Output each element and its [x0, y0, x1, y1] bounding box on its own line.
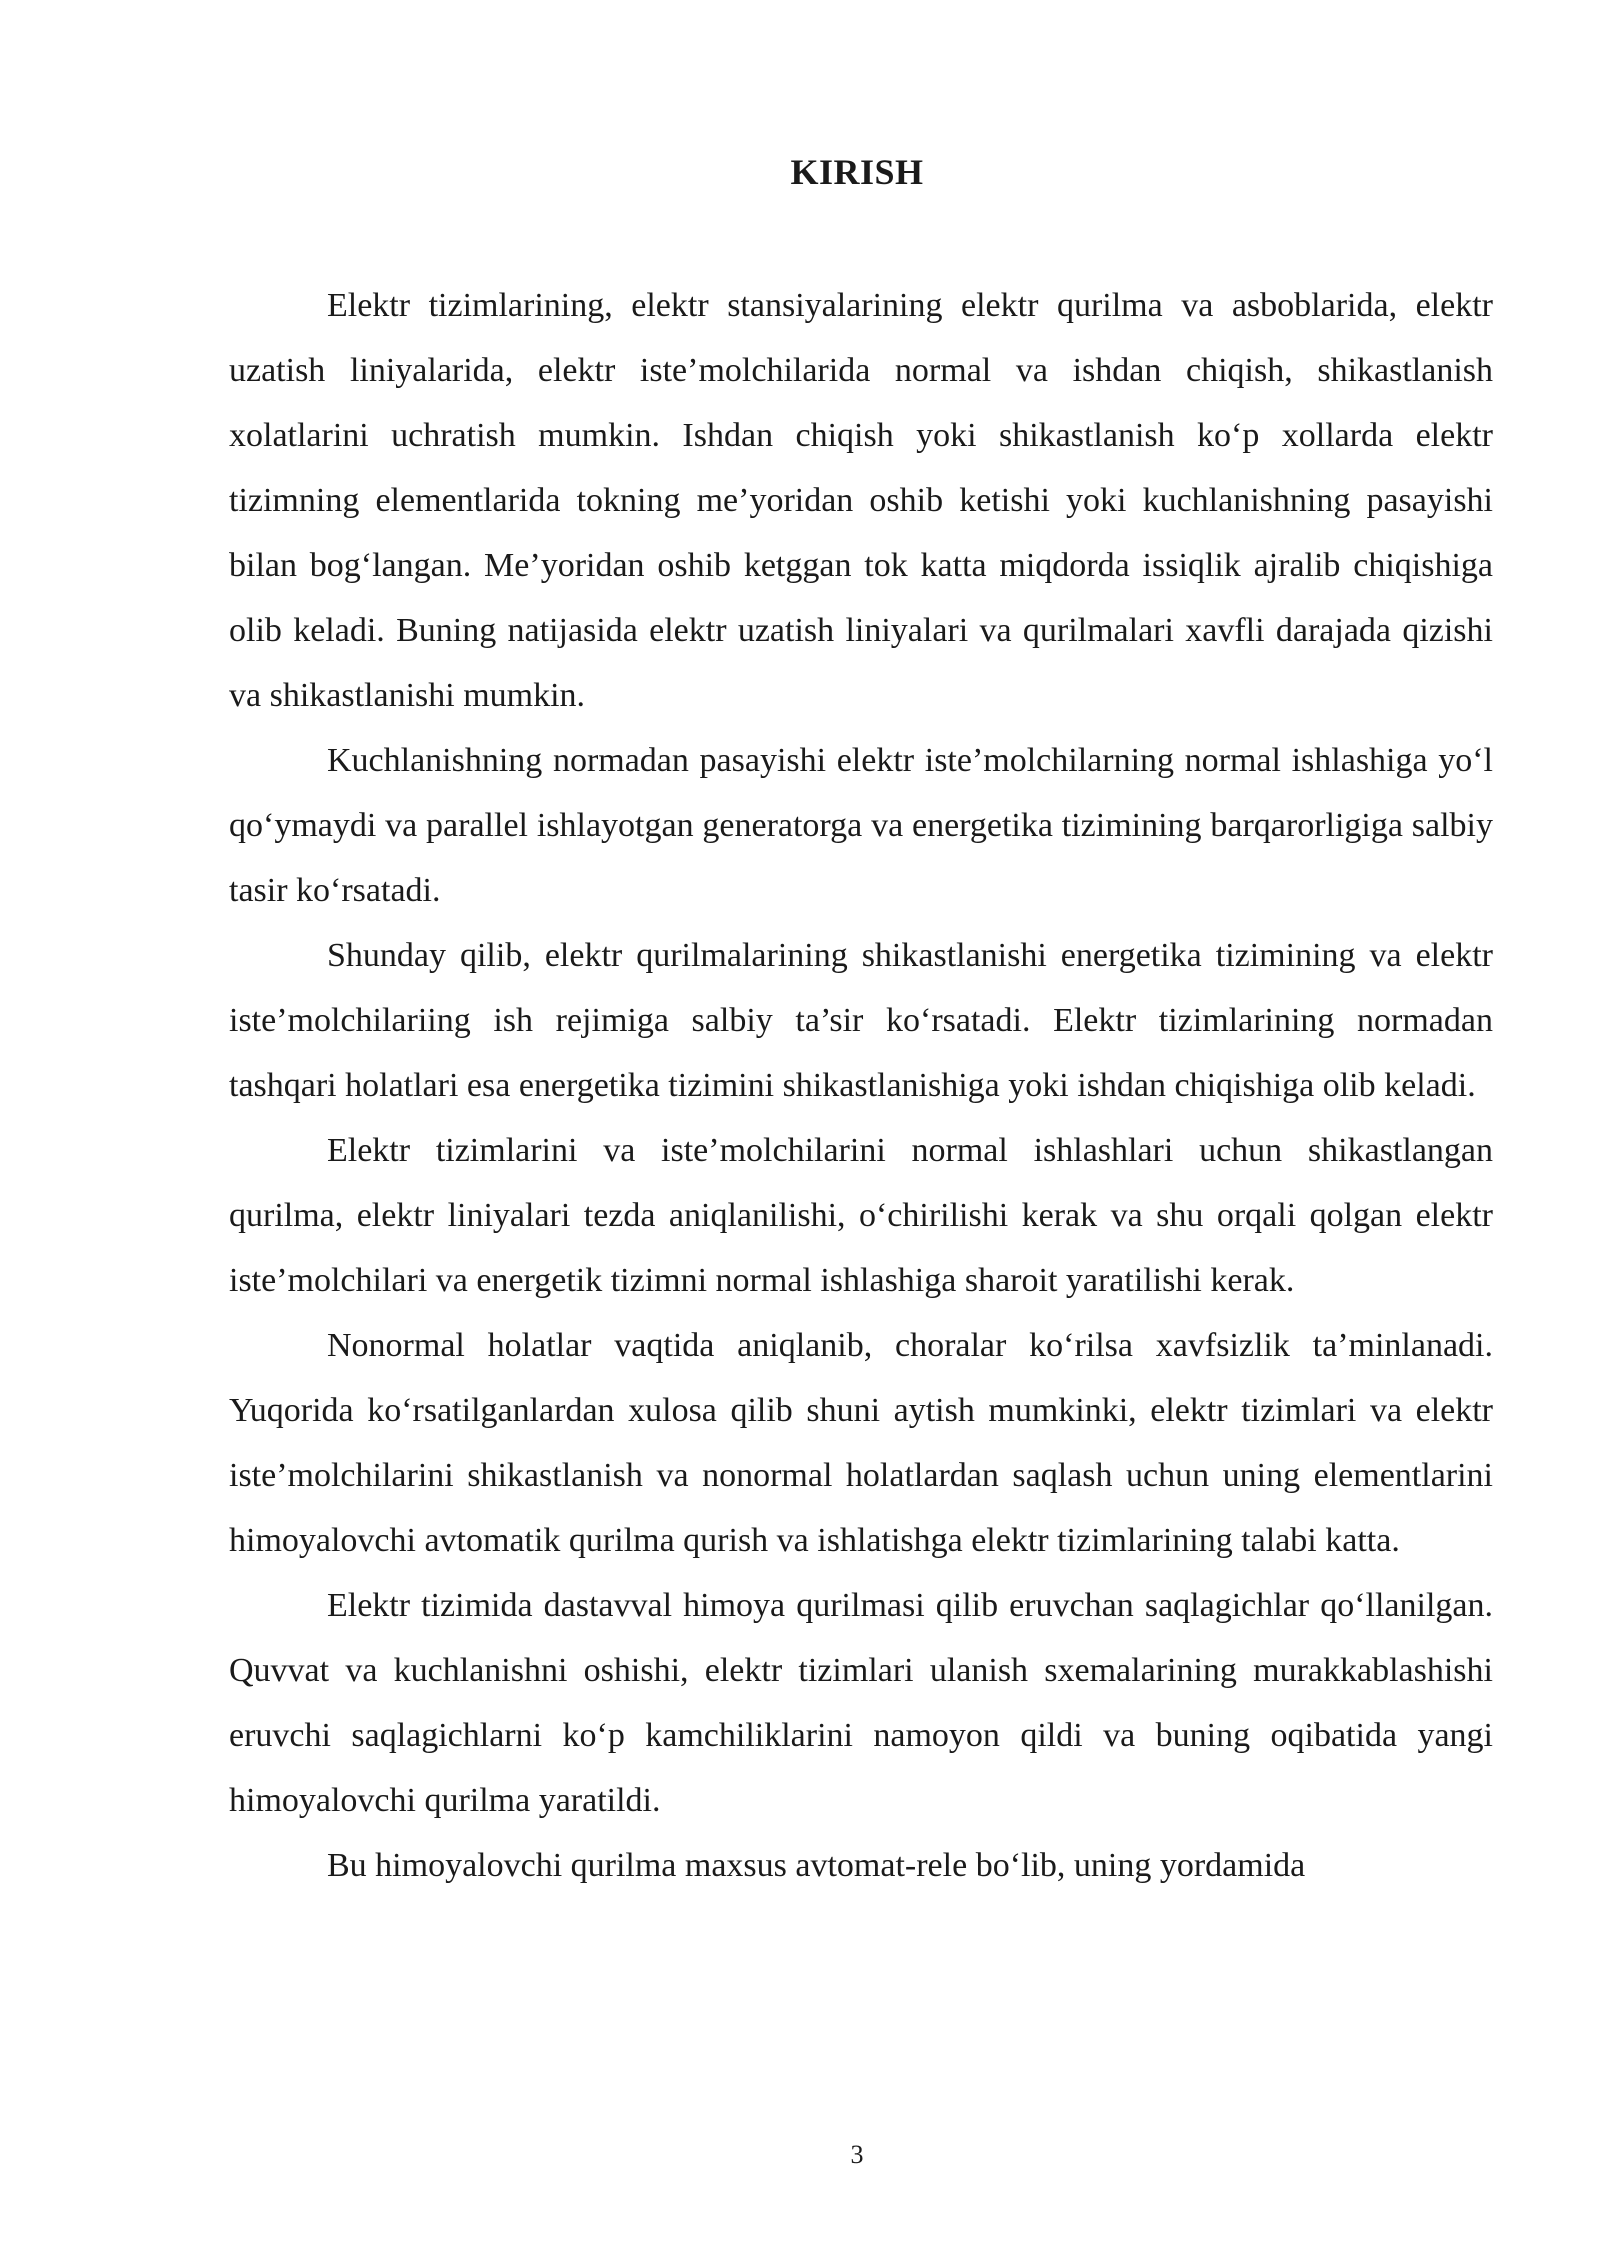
- paragraph-7: Bu himoyalovchi qurilma maxsus avtomat-rele bo‘lib, uning yordamida: [327, 1847, 1306, 1884]
- paragraph-6: Elektr tizimida dastavval himoya qurilmasi qilib eruvchan saqlagichlar qo‘llanilgan. Quvvat va kuchlanishni oshishi, elektr tizimlari ulanish sxemalarining murakkablashishi eruvchi saqlagichlarni ko‘p kamchiliklarini namoyon qildi va buning oqibatida yangi himoyalovchi qurilma yaratildi.: [229, 1587, 1493, 1819]
- paragraph-2: Kuchlanishning normadan pasayishi elektr iste’molchilarning normal ishlashiga yo‘l qo‘ymaydi va parallel ishlayotgan generatorga va energetika tizimining barqarorligiga salbiy tasir ko‘rsatadi.: [229, 742, 1493, 909]
- page-title: KIRISH: [790, 152, 924, 192]
- paragraph-3: Shunday qilib, elektr qurilmalarining shikastlanishi energetika tizimining va elektr iste’molchilariing ish rejimiga salbiy ta’sir ko‘rsatadi. Elektr tizimlarining normadan tashqari holatlari esa energetika tizimini shikastlanishiga yoki ishdan chiqishiga olib keladi.: [229, 937, 1493, 1104]
- page-number: 3: [850, 2140, 864, 2169]
- paragraph-4: Elektr tizimlarini va iste’molchilarini normal ishlashlari uchun shikastlangan qurilma, elektr liniyalari tezda aniqlanilishi, o‘chirilishi kerak va shu orqali qolgan elektr iste’molchilari va energetik tizimni normal ishlashiga sharoit yaratilishi kerak.: [229, 1132, 1493, 1299]
- body-text: [229, 273, 1493, 1898]
- paragraph-5: Nonormal holatlar vaqtida aniqlanib, choralar ko‘rilsa xavfsizlik ta’minlanadi. Yuqorida ko‘rsatilganlardan xulosa qilib shuni aytish mumkinki, elektr tizimlari va elektr iste’molchilarini shikastlanish va nonormal holatlardan saqlash uchun uning elementlarini himoyalovchi avtomatik qurilma qurish va ishlatishga elektr tizimlarining talabi katta.: [229, 1327, 1493, 1559]
- paragraph-1: Elektr tizimlarining, elektr stansiyalarining elektr qurilma va asboblarida, elektr uzatish liniyalarida, elektr iste’molchilarida normal va ishdan chiqish, shikastlanish xolatlarini uchratish mumkin. Ishdan chiqish yoki shikastlanish ko‘p xollarda elektr tizimning elementlarida tokning me’yoridan oshib ketishi yoki kuchlanishning pasayishi bilan bog‘langan. Me’yoridan oshib ketggan tok katta miqdorda issiqlik ajralib chiqishiga olib keladi. Buning natijasida elektr uzatish liniyalari va qurilmalari xavfli darajada qizishi va shikastlanishi mumkin.: [229, 287, 1493, 714]
